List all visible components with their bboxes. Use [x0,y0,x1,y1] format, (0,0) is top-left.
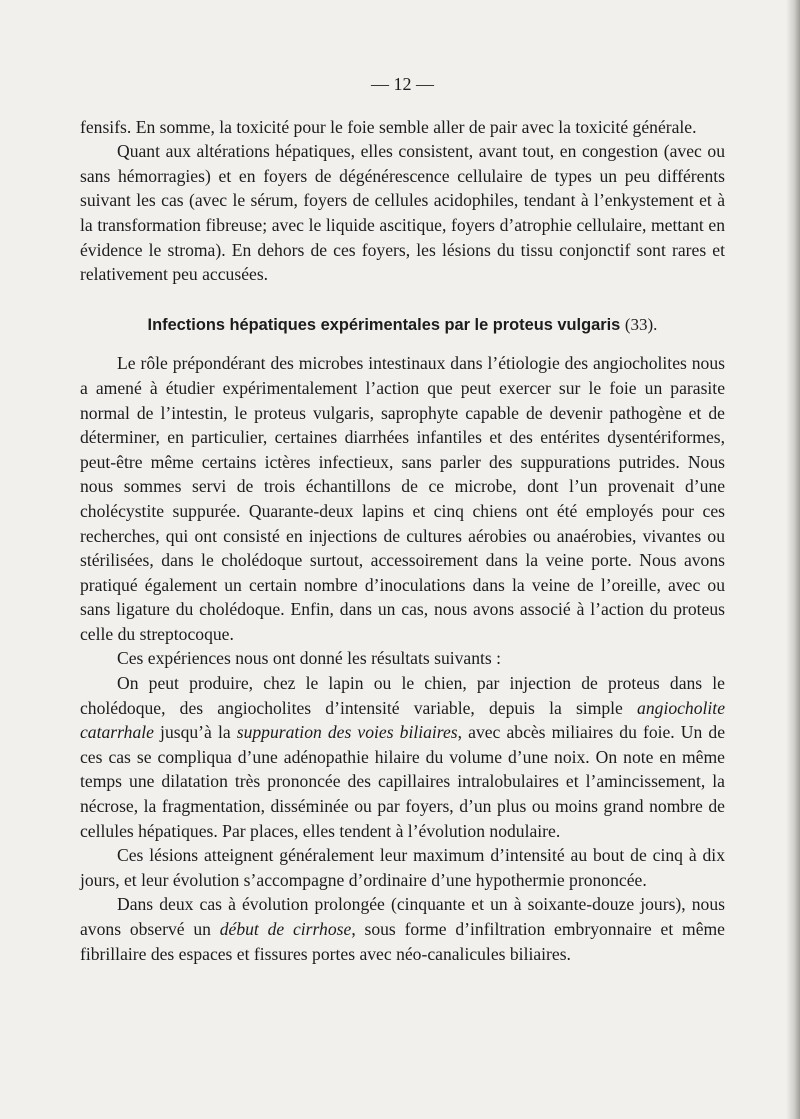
section-heading [80,313,725,338]
paragraph-7-italic: début de cirrhose [219,919,352,939]
paragraph-4: Ces expériences nous ont donné les résultats suivants : [117,648,502,669]
paragraph-5-italic-2: suppuration des voies biliaires [236,722,458,743]
paragraph-7-text-b: , sous forme d’infiltration embryonnaire et même fibrillaire des espaces et fissures portes avec néo-canalicules biliaires. [80,919,725,964]
paragraph-7-text-a: Dans deux cas à évolution prolongée (cinquante et un à soixante-douze jours), nous avons observé un [80,894,725,939]
page-body [80,72,725,966]
paragraph-5 [80,671,725,843]
paragraph-5-text-c: , avec abcès miliaires du foie. Un de ces cas se compliqua d’une adénopathie hilaire du volume d’une noix. On note en même temps une dilatation très prononcée des capillaires intralobulaires et l’amincissement, la nécrose, la fragmentation, disséminée ou par foyers, d’un plus ou moins grand nombre de cellules hépatiques. Par places, elles tendent à l’évolution nodulaire. [80,722,725,841]
paragraph-5-italic-1: angiocholite catarrhale [80,697,725,743]
paragraph-6: Ces lésions atteignent généralement leur maximum d’intensité au bout de cinq à dix jours, et leur évolution s’accompagne d’ordinaire d’une hypothermie prononcée. [80,845,725,890]
paragraph-1: fensifs. En somme, la toxicité pour le foie semble aller de pair avec la toxicité générale. [80,116,697,137]
paragraph-5-text-b: jusqu’à la [153,722,237,743]
paragraph-5-text-a: On peut produire, chez le lapin ou le chien, par injection de proteus dans le cholédoque, des angiocholites d’intensité variable, depuis la simple [80,673,725,718]
page-number: — 12 — [371,74,434,94]
paragraph-3: Le rôle prépondérant des microbes intestinaux dans l’étiologie des angiocholites nous a amené à étudier expérimentalement l’action que peut exercer sur le foie un parasite normal de l’intestin, le proteus vulgaris, saprophyte capable de devenir pathogène et de déterminer, en particulier, certaines diarrhées infantiles et des entérites dysentériformes, peut-être même certains ictères infectieux, sans parler des suppurations putrides. Nous nous sommes servi de trois échantillons de ce microbe, dont l’un provenait d’une cholécystite suppurée. Quarante-deux lapins et cinq chiens ont été employés pour ces recherches, qui ont consisté en injections de cultures aérobies ou anaérobies, vivantes ou stérilisées, dans le cholédoque surtout, accessoirement dans la veine porte. Nous avons pratiqué également un certain nombre d’inoculations dans la veine de l’oreille, avec ou sans ligature du cholédoque. Enfin, dans un cas, nous avons associé à l’action du proteus celle du streptocoque. [80,353,725,644]
section-heading-title: Infections hépatiques expérimentales par le proteus vulgaris [147,315,621,334]
paragraph-2: Quant aux altérations hépatiques, elles consistent, avant tout, en congestion (avec ou sans hémorragies) et en foyers de dégénérescence cellulaire de types un peu différents suivant les cas (avec le sérum, foyers de cellules acidophiles, tendant à l’enkystement et à la transformation fibreuse; avec le liquide ascitique, foyers d’atrophie cellulaire, mettant en évidence le stroma). En dehors de ces foyers, les lésions du tissu conjonctif sont rares et relativement peu accusées. [80,141,725,285]
section-heading-ref: (33). [624,314,658,334]
paragraph-7 [80,892,725,966]
page-edge-shadow [786,0,800,1119]
